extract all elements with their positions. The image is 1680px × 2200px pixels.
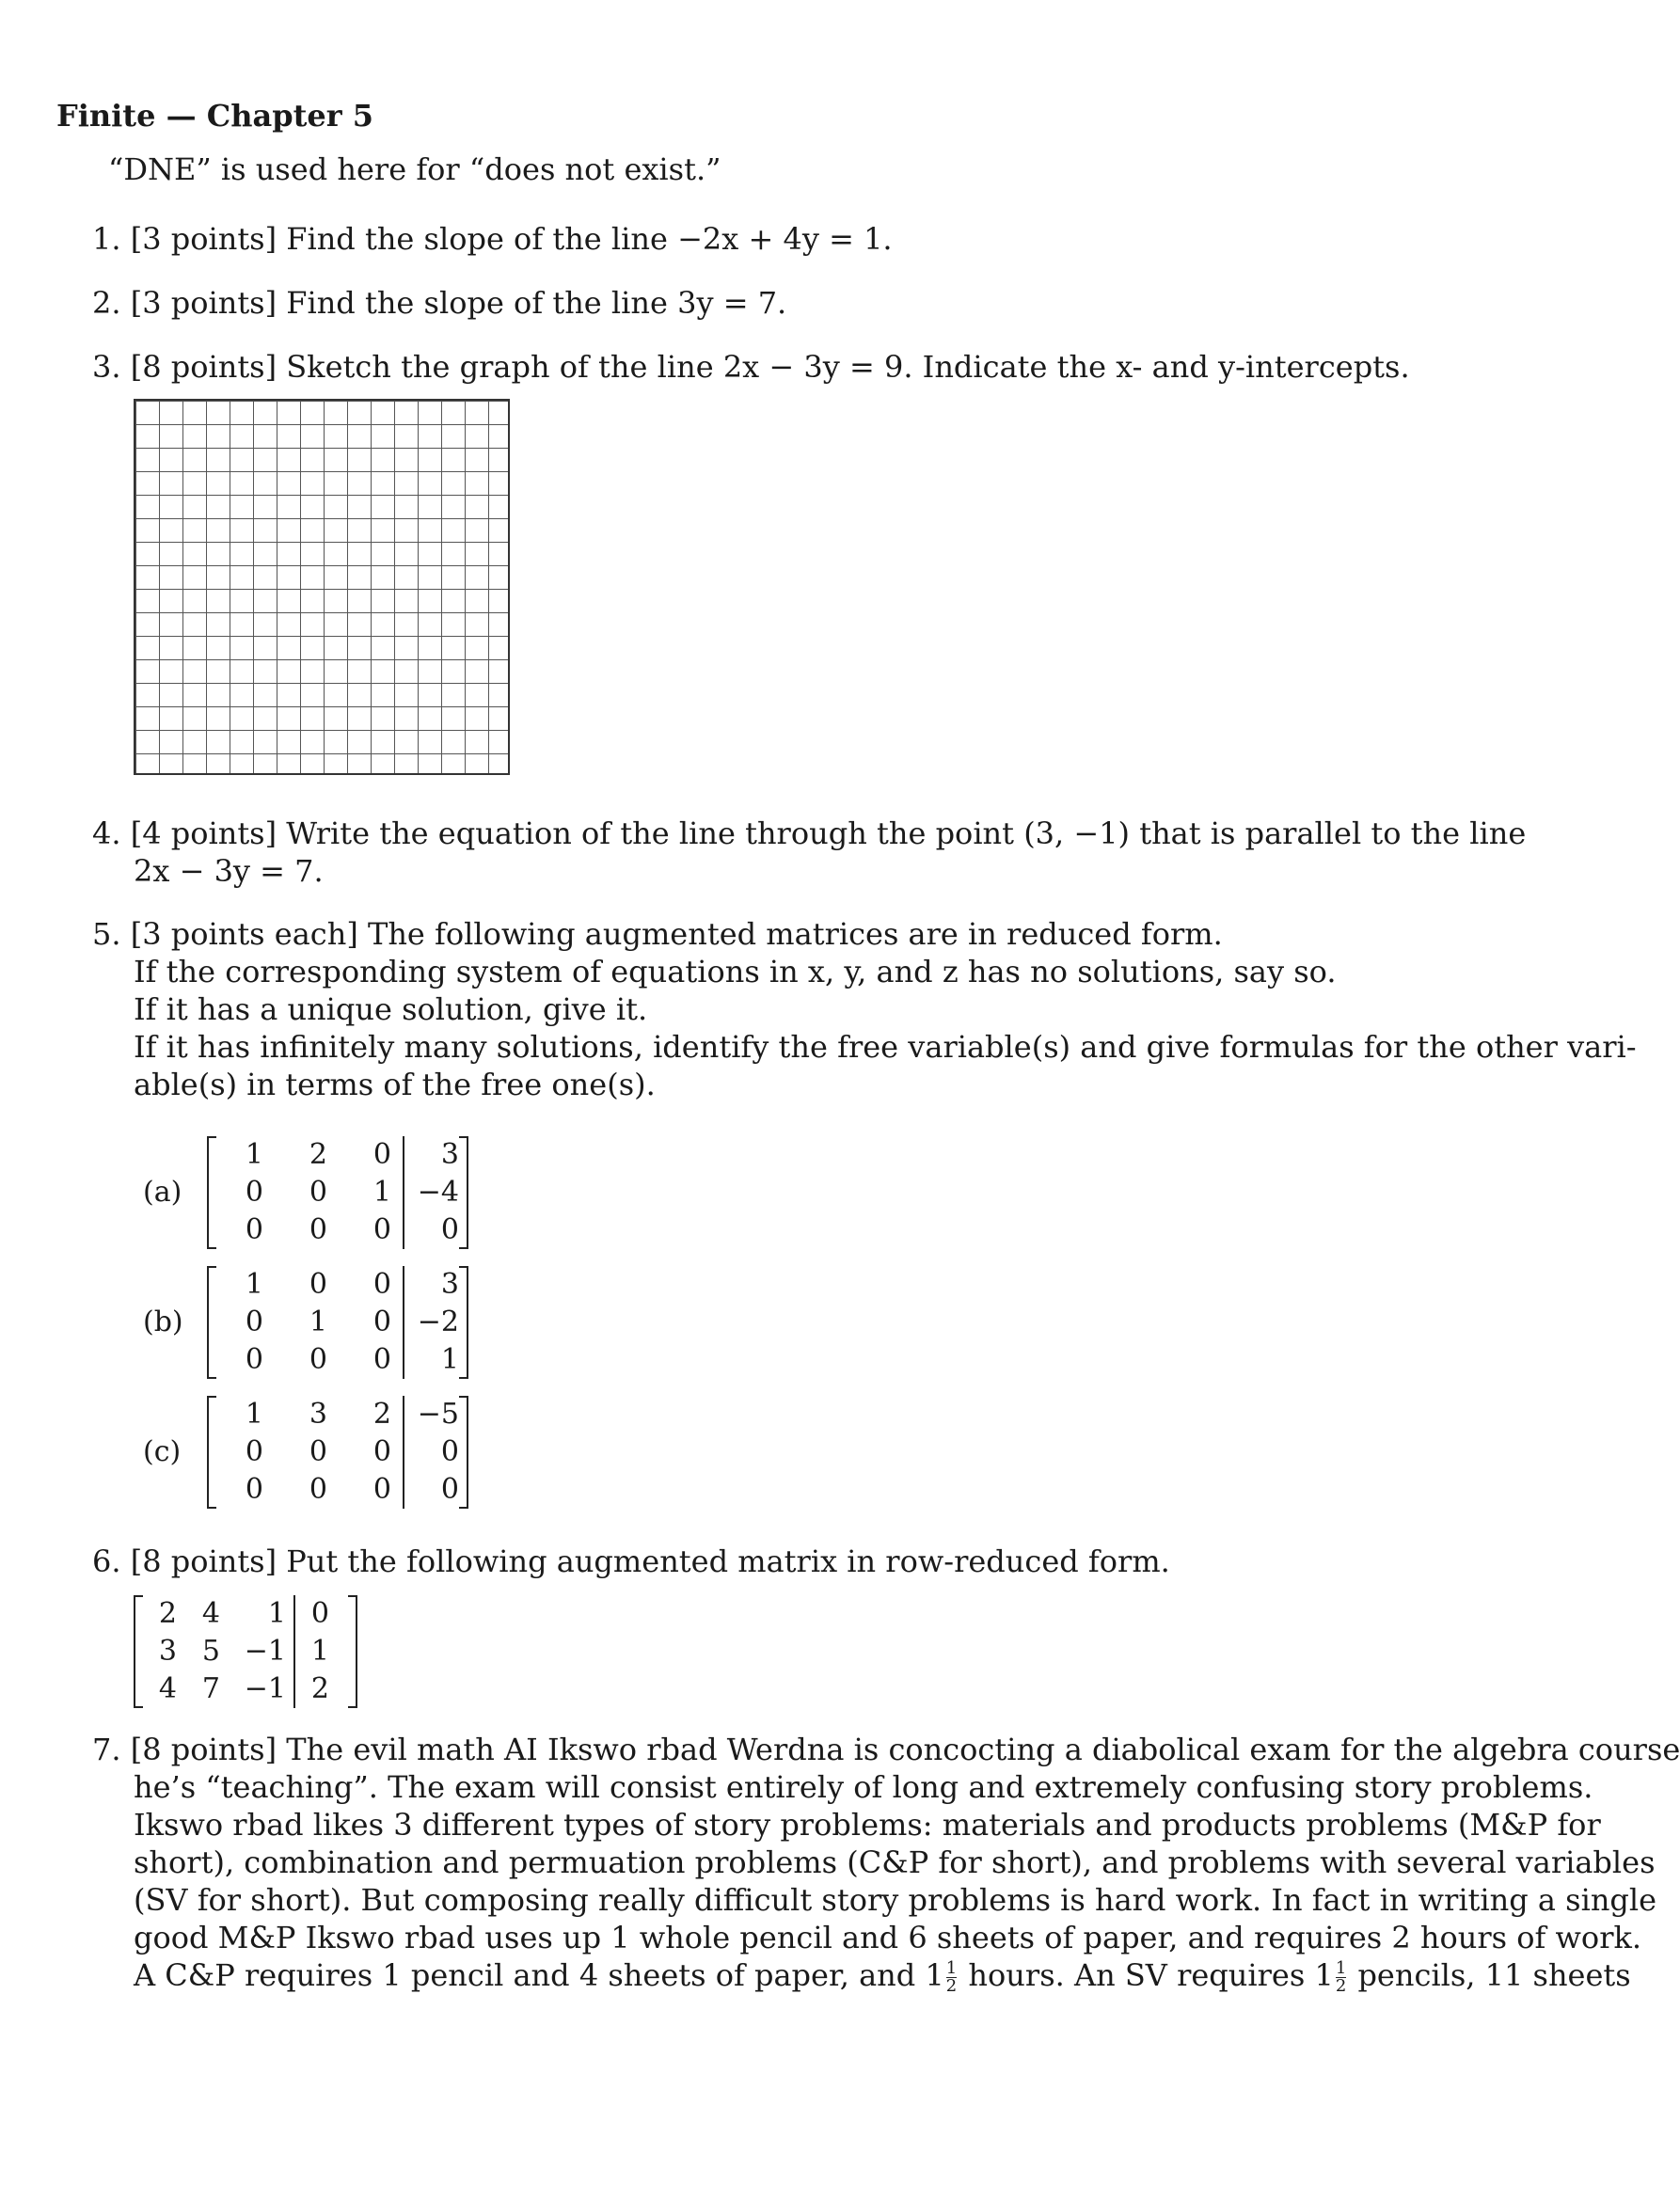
matrix-cell: 1: [245, 1138, 263, 1171]
right-bracket: [348, 1595, 357, 1708]
matrix-cell: 2: [309, 1138, 327, 1171]
matrix-cell: 0: [245, 1473, 263, 1506]
text-segment: hours. An SV requires 1: [959, 1957, 1334, 1993]
fraction-denominator: 2: [945, 1976, 958, 1996]
matrix-cell: −4: [404, 1174, 459, 1211]
fraction-one-half: [1336, 1960, 1346, 1995]
matrix-label: (a): [143, 1176, 182, 1209]
matrix-cell: 0: [245, 1435, 263, 1468]
text-segment: pencils, 11 sheets: [1348, 1957, 1631, 1993]
matrix-cell: 5: [201, 1635, 220, 1668]
question-5-line-5: able(s) in terms of the free one(s).: [134, 1067, 656, 1102]
matrix-cell: 4: [201, 1597, 220, 1630]
question-7-line-2: he’s “teaching”. The exam will consist entirely of long and extremely confusing story problems.: [134, 1769, 1593, 1805]
question-1: 1. [3 points] Find the slope of the line −2x + 4y = 1.: [92, 221, 893, 257]
question-3: 3. [8 points] Sketch the graph of the line 2x − 3y = 9. Indicate the x- and y-intercepts.: [92, 349, 1410, 385]
question-7-line-1: 7. [8 points] The evil math AI Ikswo rbad Werdna is concocting a diabolical exam for the algebra course: [92, 1732, 1680, 1767]
question-7-line-6: good M&P Ikswo rbad uses up 1 whole pencil and 6 sheets of paper, and requires 2 hours of work.: [134, 1920, 1642, 1955]
left-bracket: [207, 1136, 216, 1249]
question-5-line-4: If it has infinitely many solutions, identify the free variable(s) and give formulas for the other vari-: [134, 1029, 1637, 1065]
matrix-cell: 7: [201, 1672, 220, 1705]
matrix-cell: 0: [245, 1343, 263, 1376]
matrix-cell: 0: [404, 1211, 459, 1249]
matrix-table: [216, 1136, 459, 1249]
fraction-numerator: 1: [945, 1958, 958, 1978]
matrix-cell: 0: [372, 1306, 391, 1338]
question-4-line-1: 4. [4 points] Write the equation of the line through the point (3, −1) that is parallel to the line: [92, 815, 1527, 851]
matrix-cell: 2: [372, 1398, 391, 1431]
question-7-line-4: short), combination and permuation problems (C&P for short), and problems with several variables: [134, 1844, 1656, 1880]
matrix-table: [216, 1396, 459, 1509]
matrix-cell: 1: [372, 1176, 391, 1209]
matrix-cell: −5: [404, 1396, 459, 1433]
matrix-a: [143, 1136, 472, 1253]
right-bracket: [459, 1266, 468, 1379]
matrix-cell: 0: [309, 1343, 327, 1376]
matrix-cell: 0: [309, 1213, 327, 1246]
matrix-q6: [134, 1595, 359, 1712]
matrix-table: [216, 1266, 459, 1379]
question-4-line-2: 2x − 3y = 7.: [134, 853, 324, 889]
matrix-cell: 0: [372, 1473, 391, 1506]
question-7-line-3: Ikswo rbad likes 3 different types of story problems: materials and products problems (M&P for: [134, 1807, 1601, 1843]
matrix-cell: 2: [158, 1597, 177, 1630]
graph-paper-grid: [134, 399, 510, 775]
matrix-cell: 0: [372, 1268, 391, 1301]
matrix-cell: 0: [372, 1343, 391, 1376]
matrix-cell: 1: [245, 1398, 263, 1431]
matrix-cell: 1: [267, 1597, 286, 1630]
question-5-line-3: If it has a unique solution, give it.: [134, 991, 648, 1027]
text-segment: A C&P requires 1 pencil and 4 sheets of paper, and 1: [134, 1957, 944, 1993]
matrix-cell: −2: [404, 1304, 459, 1341]
page-title: Finite — Chapter 5: [56, 98, 373, 134]
matrix-cell: 0: [372, 1138, 391, 1171]
matrix-b: [143, 1266, 472, 1383]
matrix-label: (b): [143, 1306, 183, 1338]
right-bracket: [459, 1136, 468, 1249]
question-2: 2. [3 points] Find the slope of the line 3y = 7.: [92, 285, 787, 321]
left-bracket: [207, 1396, 216, 1509]
matrix-cell: 0: [245, 1306, 263, 1338]
matrix-cell: 0: [372, 1435, 391, 1468]
fraction-denominator: 2: [1335, 1976, 1347, 1996]
matrix-cell: 1: [245, 1268, 263, 1301]
matrix-cell: 3: [309, 1398, 327, 1431]
matrix-cell: 0: [245, 1176, 263, 1209]
matrix-cell: 0: [309, 1268, 327, 1301]
matrix-cell: −1: [244, 1635, 286, 1668]
question-7-line-5: (SV for short). But composing really difficult story problems is hard work. In fact in writing a single: [134, 1882, 1657, 1918]
dne-note: “DNE” is used here for “does not exist.”: [108, 151, 721, 187]
matrix-cell: 3: [404, 1266, 459, 1304]
matrix-table: [141, 1595, 329, 1708]
matrix-cell: 0: [404, 1433, 459, 1471]
matrix-cell: 3: [404, 1136, 459, 1174]
question-7-line-7: [134, 1956, 1631, 1995]
matrix-cell: 0: [372, 1213, 391, 1246]
matrix-c: [143, 1396, 472, 1512]
fraction-numerator: 1: [1335, 1958, 1347, 1978]
question-5-line-1: 5. [3 points each] The following augmented matrices are in reduced form.: [92, 916, 1223, 952]
left-bracket: [207, 1266, 216, 1379]
matrix-cell: 0: [245, 1213, 263, 1246]
matrix-cell: 0: [309, 1473, 327, 1506]
question-5-line-2: If the corresponding system of equations in x, y, and z has no solutions, say so.: [134, 954, 1337, 989]
matrix-label: (c): [143, 1435, 182, 1468]
matrix-cell: 1: [309, 1306, 327, 1338]
matrix-cell: 0: [309, 1435, 327, 1468]
matrix-cell: 1: [404, 1341, 459, 1379]
matrix-cell: 1: [294, 1633, 329, 1670]
matrix-cell: 4: [158, 1672, 177, 1705]
matrix-cell: 0: [404, 1471, 459, 1509]
matrix-cell: 0: [309, 1176, 327, 1209]
matrix-cell: −1: [244, 1672, 286, 1705]
fraction-one-half: [946, 1960, 957, 1995]
matrix-cell: 0: [294, 1595, 329, 1633]
matrix-cell: 2: [294, 1670, 329, 1708]
question-6: 6. [8 points] Put the following augmented matrix in row-reduced form.: [92, 1543, 1170, 1579]
right-bracket: [459, 1396, 468, 1509]
matrix-cell: 3: [158, 1635, 177, 1668]
